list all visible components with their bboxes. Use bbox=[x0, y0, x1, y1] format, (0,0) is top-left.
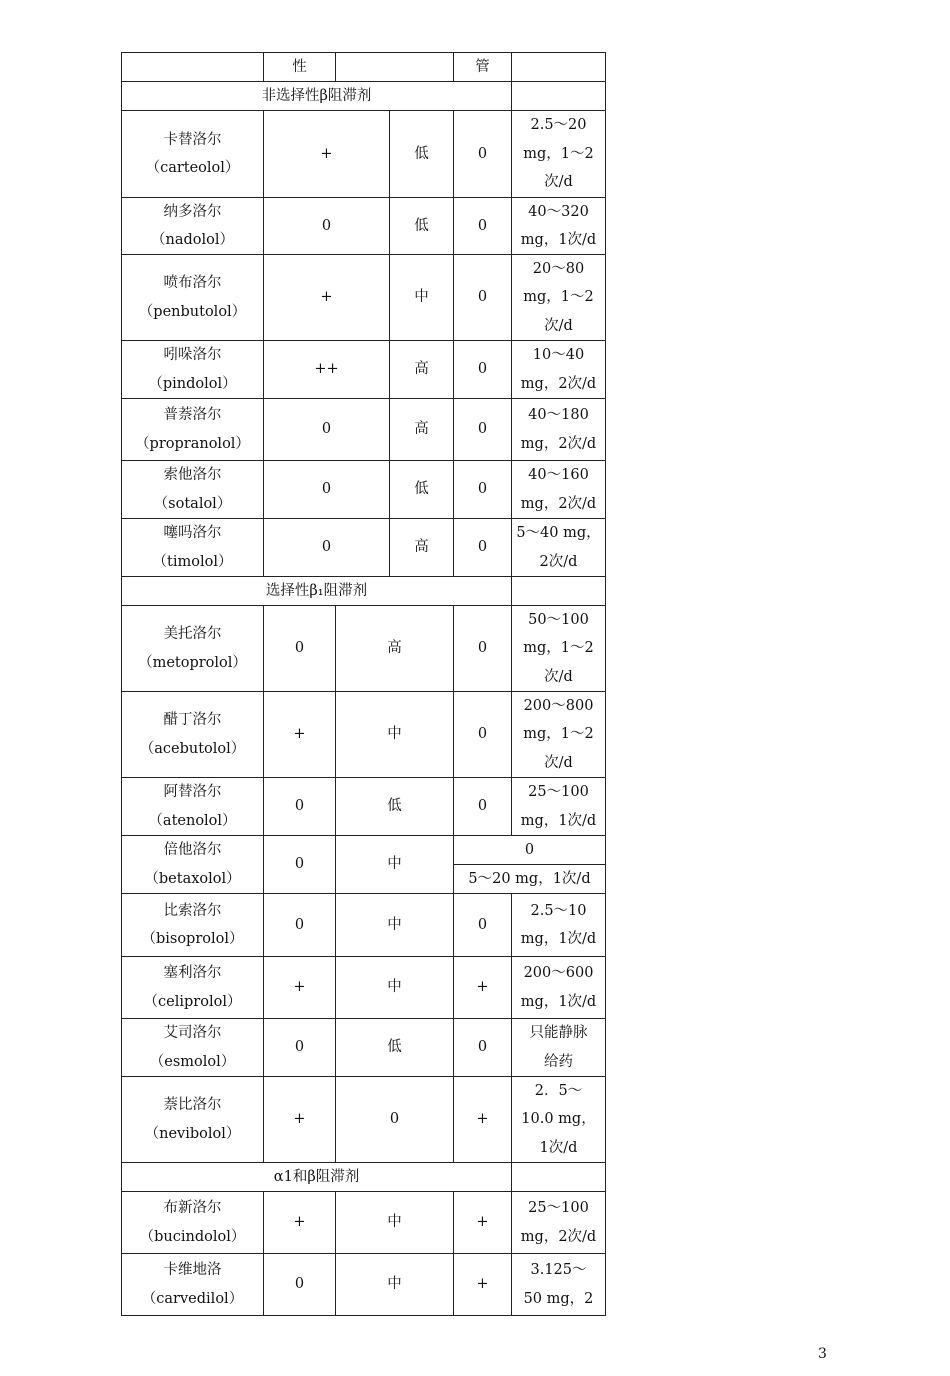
dose-cell: 200～600 mg，1次/d bbox=[520, 965, 597, 1010]
lipophilicity-cell: 中 bbox=[387, 916, 402, 933]
dose-cell: 50～100 mg，1～2 次/d bbox=[523, 611, 594, 685]
drug-name-cell: 喷布洛尔 （penbutolol） bbox=[138, 275, 247, 320]
isa-cell: 0 bbox=[294, 1039, 305, 1056]
isa-cell: ++ bbox=[314, 361, 339, 378]
dose-cell: 2.5～20 mg，1～2 次/d bbox=[523, 117, 594, 191]
lipophilicity-cell: 低 bbox=[414, 145, 429, 162]
renal-cell: 0 bbox=[477, 798, 488, 815]
lipophilicity-cell: 低 bbox=[387, 798, 402, 815]
dose-cell: 2．5～ 10.0 mg， 1次/d bbox=[521, 1082, 596, 1156]
drug-name-cell: 美托洛尔 （metoprolol） bbox=[138, 626, 247, 671]
section-heading-nonselective: 非选择性β阻滞剂 bbox=[261, 87, 372, 104]
lipophilicity-cell: 低 bbox=[387, 1039, 402, 1056]
renal-cell: 0 bbox=[477, 640, 488, 657]
page-number: 3 bbox=[818, 1346, 827, 1362]
dose-cell: 200～800 mg，1～2 次/d bbox=[523, 697, 594, 771]
renal-cell: + bbox=[476, 1111, 489, 1128]
lipophilicity-cell: 中 bbox=[387, 856, 402, 873]
dose-cell: 20～80 mg，1～2 次/d bbox=[523, 260, 594, 334]
renal-cell: 0 bbox=[477, 916, 488, 933]
renal-cell: 0 bbox=[524, 841, 535, 858]
drug-name-cell: 卡维地洛 （carvedilol） bbox=[141, 1262, 244, 1307]
lipophilicity-cell: 中 bbox=[387, 979, 402, 996]
isa-cell: + bbox=[293, 1214, 306, 1231]
drug-name-cell: 塞利洛尔 （celiprolol） bbox=[143, 965, 242, 1010]
isa-cell: 0 bbox=[294, 640, 305, 657]
renal-cell: 0 bbox=[477, 481, 488, 498]
renal-cell: 0 bbox=[477, 539, 488, 556]
lipophilicity-cell: 中 bbox=[387, 726, 402, 743]
lipophilicity-cell: 中 bbox=[387, 1276, 402, 1293]
renal-cell: + bbox=[476, 1214, 489, 1231]
lipophilicity-cell: 中 bbox=[414, 289, 429, 306]
dose-cell: 只能静脉 给药 bbox=[529, 1025, 588, 1070]
drug-name-cell: 阿替洛尔 （atenolol） bbox=[148, 784, 237, 829]
isa-cell: 0 bbox=[294, 916, 305, 933]
dose-cell: 10～40 mg，2次/d bbox=[520, 347, 597, 392]
lipophilicity-cell: 中 bbox=[387, 1214, 402, 1231]
renal-cell: 0 bbox=[477, 421, 488, 438]
header-cell-col4: 管 bbox=[475, 58, 490, 75]
lipophilicity-cell: 高 bbox=[387, 640, 402, 657]
renal-cell: 0 bbox=[477, 289, 488, 306]
renal-cell: 0 bbox=[477, 217, 488, 234]
dose-cell: 25～100 mg，2次/d bbox=[520, 1200, 597, 1245]
section-heading-alpha-beta: α1和β阻滞剂 bbox=[273, 1168, 360, 1185]
dose-cell: 5～20 mg，1次/d bbox=[468, 870, 591, 887]
drug-name-cell: 布新洛尔 （bucindolol） bbox=[139, 1200, 246, 1245]
dose-cell: 40～320 mg，1次/d bbox=[520, 203, 597, 248]
isa-cell: + bbox=[293, 979, 306, 996]
renal-cell: 0 bbox=[477, 145, 488, 162]
dose-cell: 40～180 mg，2次/d bbox=[520, 407, 597, 452]
isa-cell: 0 bbox=[294, 856, 305, 873]
isa-cell: 0 bbox=[321, 481, 332, 498]
renal-cell: 0 bbox=[477, 361, 488, 378]
renal-cell: + bbox=[476, 1276, 489, 1293]
isa-cell: 0 bbox=[321, 539, 332, 556]
drug-name-cell: 纳多洛尔 （nadolol） bbox=[151, 203, 234, 248]
dose-cell: 5～40 mg， 2次/d bbox=[516, 525, 601, 570]
drug-name-cell: 比索洛尔 （bisoprolol） bbox=[141, 902, 244, 947]
dose-cell: 25～100 mg，1次/d bbox=[520, 784, 597, 829]
lipophilicity-cell: 高 bbox=[414, 421, 429, 438]
isa-cell: 0 bbox=[294, 1276, 305, 1293]
drug-name-cell: 艾司洛尔 （esmolol） bbox=[149, 1025, 236, 1070]
dose-cell: 40～160 mg，2次/d bbox=[520, 467, 597, 512]
drug-name-cell: 索他洛尔 （sotalol） bbox=[153, 467, 232, 512]
lipophilicity-cell: 低 bbox=[414, 217, 429, 234]
lipophilicity-cell: 高 bbox=[414, 539, 429, 556]
isa-cell: 0 bbox=[321, 421, 332, 438]
renal-cell: 0 bbox=[477, 1039, 488, 1056]
header-cell-col2: 性 bbox=[292, 58, 307, 75]
drug-name-cell: 醋丁洛尔 （acebutolol） bbox=[139, 712, 246, 757]
drug-name-cell: 噻吗洛尔 （timolol） bbox=[152, 525, 233, 570]
isa-cell: + bbox=[293, 1111, 306, 1128]
dose-cell: 2.5～10 mg，1次/d bbox=[520, 902, 597, 947]
isa-cell: + bbox=[320, 145, 333, 162]
drug-name-cell: 卡替洛尔 （carteolol） bbox=[145, 131, 240, 176]
dose-cell: 3.125～ 50 mg，2 bbox=[523, 1262, 594, 1307]
isa-cell: 0 bbox=[321, 217, 332, 234]
isa-cell: + bbox=[320, 289, 333, 306]
isa-cell: + bbox=[293, 726, 306, 743]
renal-cell: + bbox=[476, 979, 489, 996]
isa-cell: 0 bbox=[294, 798, 305, 815]
lipophilicity-cell: 高 bbox=[414, 361, 429, 378]
lipophilicity-cell: 0 bbox=[389, 1111, 400, 1128]
section-heading-selective: 选择性β₁阻滞剂 bbox=[265, 582, 368, 599]
drug-name-cell: 倍他洛尔 （betaxolol） bbox=[144, 842, 241, 887]
lipophilicity-cell: 低 bbox=[414, 481, 429, 498]
renal-cell: 0 bbox=[477, 726, 488, 743]
drug-name-cell: 普萘洛尔 （propranolol） bbox=[135, 407, 250, 452]
drug-name-cell: 萘比洛尔 （nevibolol） bbox=[144, 1097, 241, 1142]
drug-name-cell: 吲哚洛尔 （pindolol） bbox=[148, 347, 237, 392]
